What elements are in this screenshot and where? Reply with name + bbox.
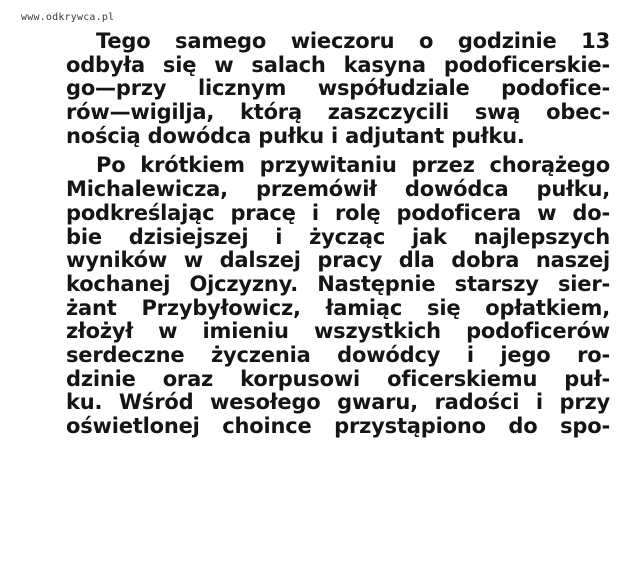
text-line: serdeczne życzenia dowódcy i jego ro- — [66, 342, 610, 367]
text-line: dzinie oraz korpusowi oficerskiemu puł- — [66, 366, 610, 391]
text-line: rów—wigilja, którą zaszczycili swą obec- — [66, 100, 610, 125]
text-line: Tego samego wieczoru o godzinie 13 — [96, 29, 610, 53]
text-line: Michalewicza, przemówił dowódca pułku, — [66, 177, 610, 202]
text-line: go—przy licznym współudziale podoficе- — [66, 76, 610, 101]
text-line: oświetlonej choince przystąpiono do spo- — [66, 414, 610, 438]
text-line: Po krótkiem przywitaniu przez chorążego — [96, 153, 610, 178]
text-line: nością dowódca pułku i adjutant pułku. — [66, 123, 525, 148]
text-line: złożył w imieniu wszystkich podoficerów — [66, 319, 610, 344]
text-line: żant Przybyłowicz, łamiąc się opłatkiem, — [66, 295, 610, 320]
paragraph-1 — [66, 30, 610, 148]
text-line: podkreślając pracę i rolę podoficera w do- — [66, 200, 610, 225]
paragraph-2 — [66, 154, 610, 438]
text-line: odbyła się w salach kasyna podoficerskie- — [66, 52, 610, 77]
text-line: ku. Wśród wesołego gwaru, radości i przy — [66, 390, 610, 415]
text-line: wyników w dalszej pracy dla dobra naszej — [66, 248, 610, 273]
text-line: kochanej Ojczyzny. Następnie starszy sier- — [66, 271, 610, 296]
watermark-text: www.odkrywca.pl — [21, 12, 115, 23]
article-text — [66, 30, 610, 439]
text-line: bie dzisiejszej i życząc jak najlepszych — [66, 224, 610, 249]
